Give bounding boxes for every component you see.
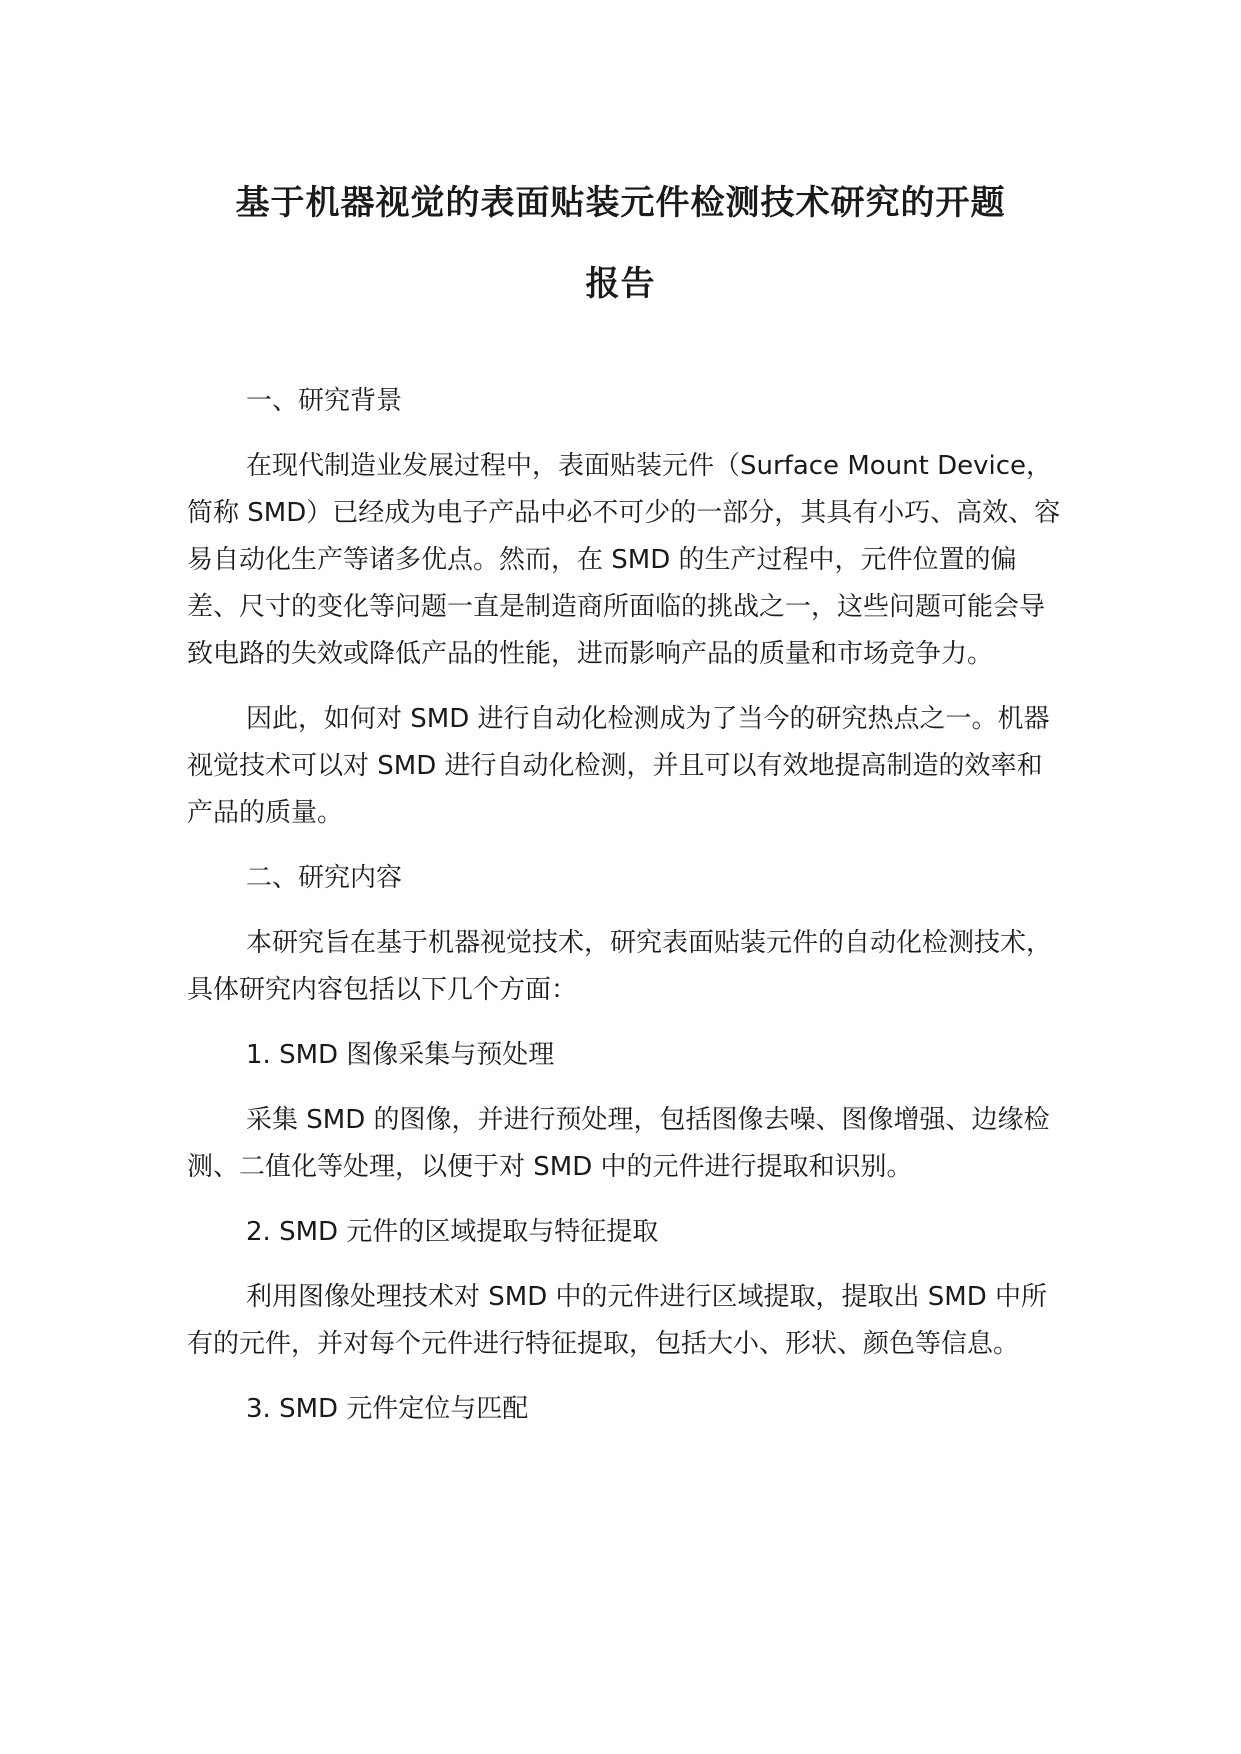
document-title-line-1: 基于机器视觉的表面贴装元件检测技术研究的开题: [235, 183, 1006, 223]
subsection-heading-1: 1. SMD 图像采集与预处理: [246, 1040, 555, 1070]
subsection-heading-2: 2. SMD 元件的区域提取与特征提取: [246, 1217, 659, 1247]
document-body: [187, 378, 1067, 1433]
paragraph-content-intro: 本研究旨在基于机器视觉技术，研究表面贴装元件的自动化检测技术，具体研究内容包括以下几个方面：: [187, 928, 1053, 1005]
subsection-heading-3: 3. SMD 元件定位与匹配: [246, 1394, 529, 1424]
paragraph-background-2: 因此，如何对 SMD 进行自动化检测成为了当今的研究热点之一。机器视觉技术可以对 SMD 进行自动化检测，并且可以有效地提高制造的效率和产品的质量。: [187, 704, 1050, 828]
paragraph-background-1: 在现代制造业发展过程中，表面贴装元件（Surface Mount Device，简称 SMD）已经成为电子产品中必不可少的一部分，其具有小巧、高效、容易自动化生产等诸多优点。然而，在 SMD 的生产过程中，元件位置的偏差、尺寸的变化等问题一直是制造商所面临的挑战之一，这些问题可能会导致电路的失效或降低产品的性能，进而影响产品的质量和市场竞争力。: [187, 451, 1061, 669]
document-title-line-2: 报告: [585, 264, 656, 304]
section-heading-content: 二、研究内容: [246, 863, 403, 893]
paragraph-subsection-1: 采集 SMD 的图像，并进行预处理，包括图像去噪、图像增强、边缘检测、二值化等处理，以便于对 SMD 中的元件进行提取和识别。: [187, 1105, 1050, 1182]
section-heading-background: 一、研究背景: [246, 386, 403, 416]
paragraph-subsection-2: 利用图像处理技术对 SMD 中的元件进行区域提取，提取出 SMD 中所有的元件，并对每个元件进行特征提取，包括大小、形状、颜色等信息。: [187, 1282, 1047, 1359]
